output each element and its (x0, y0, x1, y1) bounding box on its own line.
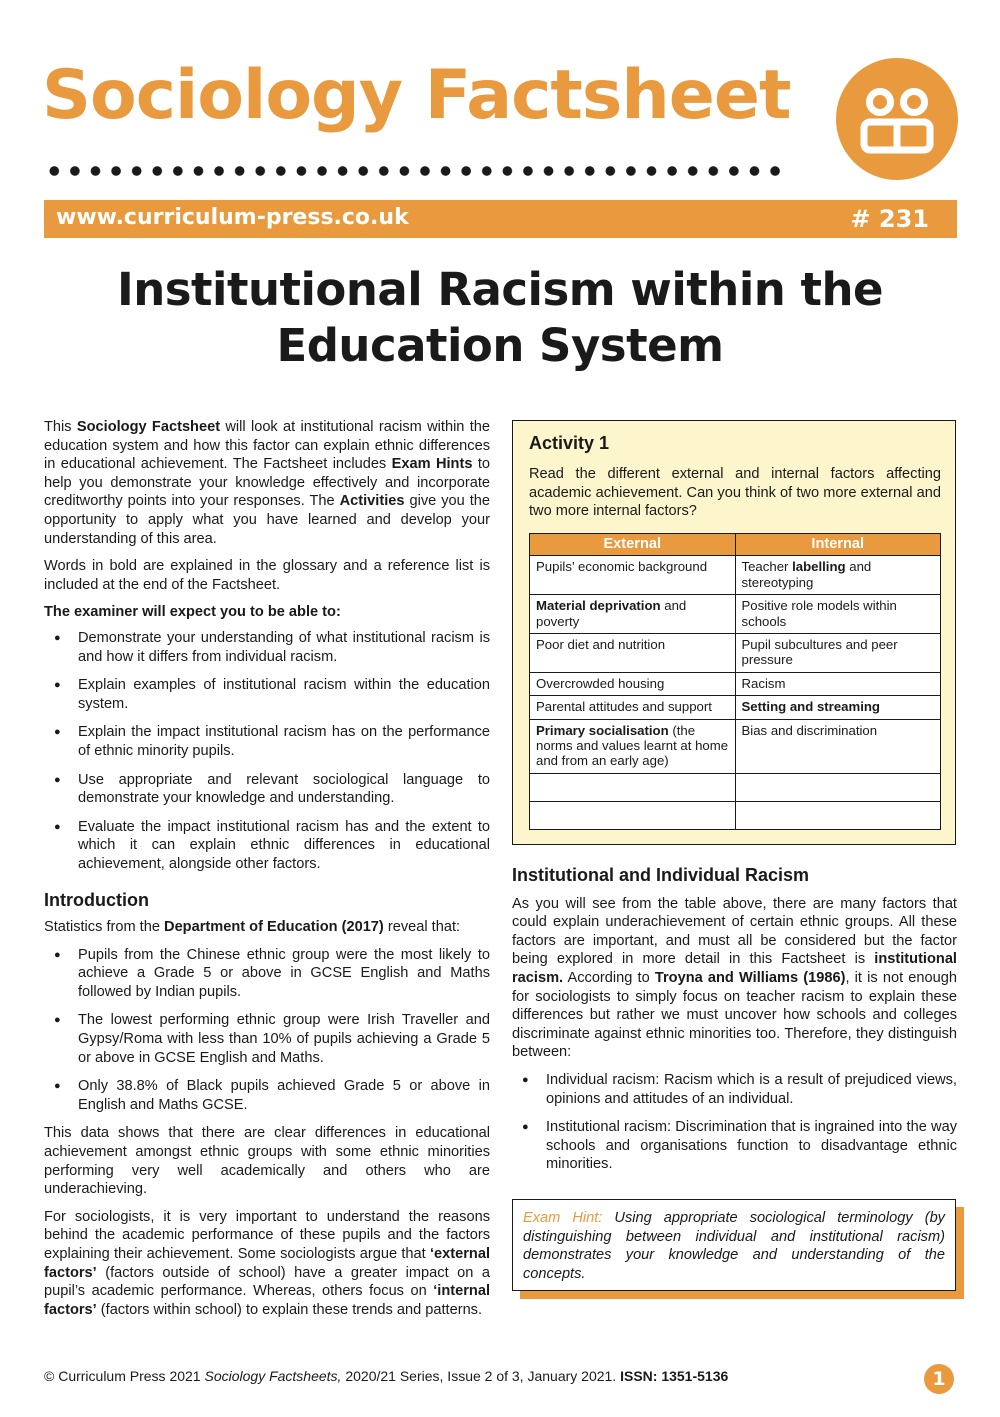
intro-paragraph: This Sociology Factsheet will look at institutional racism within the education system and how this factor can explain ethnic differences in educational achievement. The Factsheet includes Exam Hints to help you demonstrate your knowledge effectively and incorporate creditworthy points into your responses. The Activities give you the opportunity to apply what you have learned and develop your understanding of this area. (44, 419, 491, 547)
list-item: ● Evaluate the impact institutional racism has and the extent to which it can explain ethnic differences in educational achievement, alongside other factors. (44, 818, 490, 874)
table-cell: Bias and discrimination (735, 719, 941, 773)
table-row-blank (530, 773, 941, 801)
brand-title: Sociology Factsheet (42, 56, 791, 135)
table-row (530, 634, 941, 673)
hint-text: Exam Hint: Using appropriate sociological terminology (by distinguishing between individual and institutional racism) demonstrates your knowledge and understanding of the concepts. (512, 1199, 956, 1291)
activity-box (512, 420, 956, 845)
website-url[interactable]: www.curriculum-press.co.uk (56, 205, 409, 230)
factors-table (529, 533, 941, 830)
list-item: ● Institutional racism: Discrimination that is ingrained into the way schools and organisations function to disadvantage ethnic minorities. (512, 1118, 957, 1174)
list-item: ● Explain examples of institutional racism within the education system. (44, 676, 490, 713)
dotted-divider (44, 164, 784, 178)
table-cell: Overcrowded housing (530, 672, 736, 695)
page-number: 1 (924, 1364, 954, 1394)
list-item: ● Use appropriate and relevant sociological language to demonstrate your knowledge and understanding. (44, 771, 490, 808)
table-cell: Pupils’ economic background (530, 556, 736, 595)
glossary-note: Words in bold are explained in the glossary and a reference list is included at the end of the Factsheet. (44, 558, 490, 593)
table-row (530, 719, 941, 773)
column-header-external: External (530, 534, 736, 556)
blank-cell (735, 801, 941, 829)
table-cell: Poor diet and nutrition (530, 634, 736, 673)
blank-cell (530, 773, 736, 801)
table-cell: Primary socialisation (the norms and values learnt at home and from an early age) (530, 719, 736, 773)
introduction-heading: Introduction (44, 890, 149, 911)
table-cell: Racism (735, 672, 941, 695)
hint-label: Exam Hint: (523, 1210, 603, 1226)
issue-number: # 231 (850, 205, 929, 233)
table-cell: Positive role models within schools (735, 595, 941, 634)
stats-list (44, 946, 490, 1115)
exam-hint-box (512, 1199, 964, 1299)
list-item: ● Pupils from the Chinese ethnic group were the most likely to achieve a Grade 5 or above in GCSE English and Maths followed by Indian pupils. (44, 946, 490, 1002)
page-title (60, 262, 940, 374)
table-header-row (530, 534, 941, 556)
table-row (530, 696, 941, 719)
blank-cell (530, 801, 736, 829)
title-line-1: Institutional Racism within the (116, 263, 884, 316)
blank-cell (735, 773, 941, 801)
activity-description: Read the different external and internal factors affecting academic achievement. Can you think of two more external and two more internal factors? (529, 466, 941, 520)
list-item: ● Individual racism: Racism which is a result of prejudiced views, opinions and attitudes of an individual. (512, 1071, 957, 1108)
title-line-2: Education System (276, 319, 724, 372)
table-cell: Parental attitudes and support (530, 696, 736, 719)
list-item: ● Explain the impact institutional racism has on the performance of ethnic minority pupils. (44, 723, 490, 760)
examiner-list (44, 629, 490, 874)
table-row (530, 556, 941, 595)
list-item: ● Demonstrate your understanding of what institutional racism is and how it differs from individual racism. (44, 629, 490, 666)
table-cell: Teacher labelling and stereotyping (735, 556, 941, 595)
racism-heading: Institutional and Individual Racism (512, 865, 810, 885)
stats-lead: Statistics from the Department of Education (2017) reveal that: (44, 919, 461, 936)
activity-heading: Activity 1 (529, 433, 610, 453)
left-column (44, 418, 490, 1328)
table-row-blank (530, 801, 941, 829)
table-row (530, 672, 941, 695)
list-item: ● The lowest performing ethnic group were Irish Traveller and Gypsy/Roma with less than 10% of pupils achieving a Grade 5 or above in GCSE English and Maths. (44, 1011, 490, 1067)
table-cell: Material deprivation and poverty (530, 595, 736, 634)
column-header-internal: Internal (735, 534, 941, 556)
racism-list (512, 1071, 957, 1174)
right-column (512, 866, 957, 1184)
data-paragraph: This data shows that there are clear differences in educational achievement amongst ethnic groups with some ethnic minorities performing very well academically and others who are underachieving. (44, 1125, 490, 1198)
table-cell: Pupil subcultures and peer pressure (735, 634, 941, 673)
list-item: ● Only 38.8% of Black pupils achieved Grade 5 or above in English and Maths GCSE. (44, 1077, 490, 1114)
url-banner (44, 200, 957, 238)
examiner-lead: The examiner will expect you to be able to: (44, 604, 341, 621)
table-cell: Setting and streaming (735, 696, 941, 719)
sociologists-paragraph: For sociologists, it is very important to understand the reasons behind the academic performance of these pupils and the factors explaining their achievement. Some sociologists argue that ‘external factors’ (factors outside of school) have a greater impact on a pupil’s academic performance. Whereas, others focus on ‘internal factors’ (factors within school) to explain these trends and patterns. (44, 1208, 490, 1318)
people-icon (836, 58, 958, 180)
racism-paragraph: As you will see from the table above, there are many factors that could explain underachievement of certain ethnic groups. All these factors are important, and must all be considered but the factor being explored in more detail in this Factsheet is institutional racism. According to Troyna and Williams (1986), it is not enough for sociologists to simply focus on teacher racism to explain these differences but rather we must uncover how schools and colleges discriminate against ethnic minorities too. Therefore, they distinguish between: (512, 895, 957, 1061)
footer: © Curriculum Press 2021 Sociology Factsheets, 2020/21 Series, Issue 2 of 3, January 2021. ISSN: 1351-5136 (44, 1368, 729, 1384)
table-row (530, 595, 941, 634)
